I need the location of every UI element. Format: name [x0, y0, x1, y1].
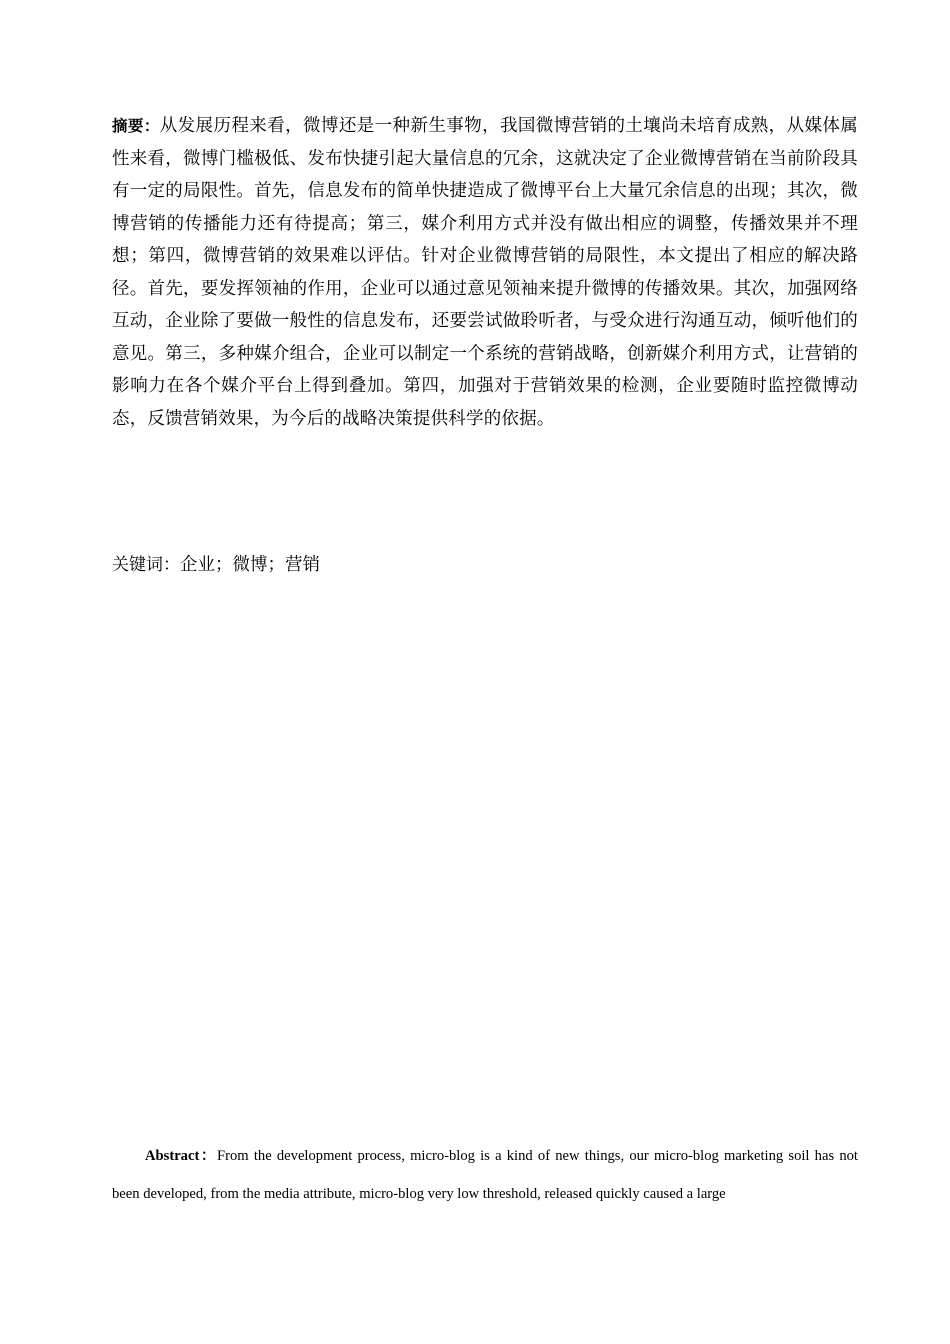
keywords-text: 企业；微博；营销 — [180, 555, 320, 575]
chinese-abstract-text: 从发展历程来看，微博还是一种新生事物，我国微博营销的土壤尚未培育成熟，从媒体属性来看，微博门槛极低、发布快捷引起大量信息的冗余，这就决定了企业微博营销在当前阶段具有一定的局限性。首先，信息发布的简单快捷造成了微博平台上大量冗余信息的出现；其次，微博营销的传播能力还有待提高；第三，媒介利用方式并没有做出相应的调整，传播效果并不理想；第四，微博营销的效果难以评估。针对企业微博营销的局限性，本文提出了相应的解决路径。首先，要发挥领袖的作用，企业可以通过意见领袖来提升微博的传播效果。其次，加强网络互动，企业除了要做一般性的信息发布，还要尝试做聆听者，与受众进行沟通互动，倾听他们的意见。第三，多种媒介组合，企业可以制定一个系统的营销战略，创新媒介利用方式，让营销的影响力在各个媒介平台上得到叠加。第四，加强对于营销效果的检测，企业要随时监控微博动态，反馈营销效果，为今后的战略决策提供科学的依据。 — [112, 116, 858, 429]
chinese-abstract-label: 摘要： — [112, 117, 160, 135]
english-abstract-text: From the development process, micro-blog is a kind of new things, our micro-blog marketing soil has not been developed, from the media attribute, micro-blog very low threshold, released quickly caused a large — [112, 1148, 858, 1202]
english-abstract-paragraph — [112, 1137, 858, 1213]
chinese-abstract-paragraph — [112, 110, 858, 435]
keywords-label: 关键词： — [112, 555, 180, 575]
keywords-line — [112, 551, 858, 579]
english-abstract-label: Abstract： — [145, 1148, 218, 1164]
